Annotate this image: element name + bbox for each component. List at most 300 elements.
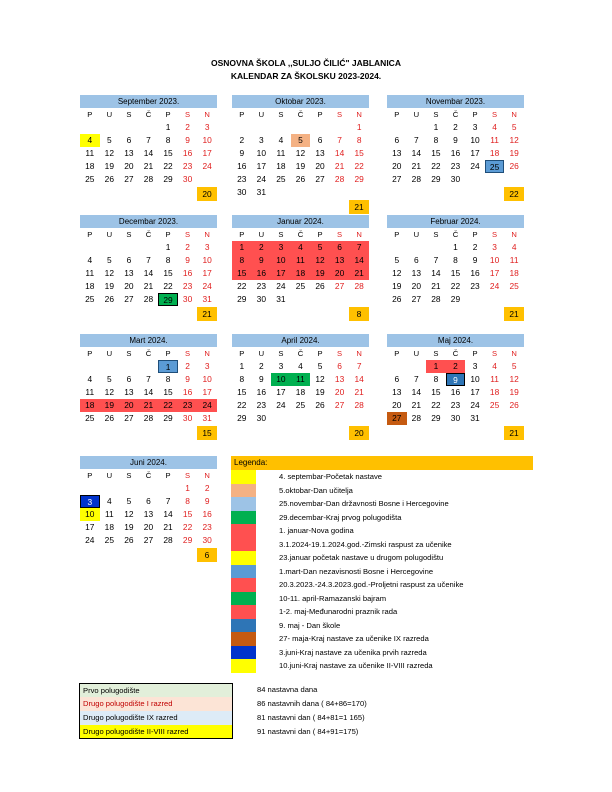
day-cell: 30 [237,187,247,197]
day-cell: 2 [185,122,190,132]
day-cell: 21 [411,400,421,410]
day-names-row [232,228,369,241]
day-name: S [433,230,439,239]
day-cell: 20 [143,522,154,532]
day-cell [407,121,427,134]
day-name: P [87,349,93,358]
day-cell [349,293,369,306]
day-cell: 21 [163,522,173,532]
day-cell: 31 [256,187,266,197]
day-cell: 27 [315,174,325,184]
month-block [232,334,369,440]
day-cell: 23 [182,281,193,291]
day-cell: 9 [239,148,245,158]
day-cell [387,360,407,373]
day-cell: 26 [295,174,306,184]
month-block [387,95,524,201]
legend-text: 1. januar-Nova godina [279,526,354,535]
week-row [80,280,217,293]
day-cell [330,121,350,134]
month-block [80,334,217,440]
day-cell: 9 [185,374,190,384]
week-row [80,293,217,306]
day-cell: 22 [163,161,173,171]
day-name: U [258,349,265,358]
day-cell: 4 [492,361,497,371]
month-total-days: 20 [349,426,369,440]
legend-text: 27- maja-Kraj nastave za učenike IX razreda [279,634,429,643]
day-name: S [126,471,132,480]
month-footer [80,425,217,440]
day-cell [387,241,407,254]
month-footer [80,186,217,201]
week-row [232,373,369,386]
day-cell: 4 [80,134,100,147]
day-cell: 8 [185,496,190,506]
day-cell: 27 [411,294,421,304]
day-cell: 21 [349,267,369,280]
day-cell: 13 [392,148,402,158]
day-cell: 8 [433,135,439,145]
day-cell: 20 [124,281,134,291]
month-block [80,456,217,562]
day-cell: 17 [202,268,212,278]
day-cell: 29 [237,413,247,423]
week-row [387,293,524,306]
day-cell: 28 [354,281,364,291]
summary-row [79,683,419,697]
day-name: Č [297,349,304,358]
day-cell: 22 [182,522,193,532]
day-name: S [126,349,132,358]
day-cell [387,121,407,134]
day-cell: 22 [237,281,247,291]
day-name: P [239,110,245,119]
day-cell: 24 [256,174,266,184]
day-cell: 16 [256,387,266,397]
day-cell: 16 [470,268,480,278]
day-name: Č [145,471,152,480]
day-cell: 26 [124,535,134,545]
day-cell: 4 [87,255,93,265]
day-cell: 14 [143,268,154,278]
legend-text: 1.mart-Dan nezavisnosti Bosne i Hercegovine [279,566,434,576]
day-name: N [204,110,210,119]
day-cell: 27 [124,294,134,304]
day-cell: 28 [143,174,154,184]
calendar-title: KALENDAR ZA ŠKOLSKU 2023-2024. [230,71,382,81]
day-cell: 22 [431,161,441,171]
day-cell: 24 [276,400,286,410]
week-row [387,254,524,267]
month-total-days: 21 [504,426,524,440]
day-name: S [185,349,191,358]
legend-swatch [231,605,256,619]
legend-swatch [231,619,256,633]
week-row [80,360,217,373]
day-cell: 31 [202,413,212,423]
month-title: September 2023. [80,95,217,108]
summary-label: Prvo polugodište [79,683,233,697]
month-block [387,215,524,321]
day-cell [349,412,369,425]
week-row [387,160,524,173]
month-title: Juni 2024. [80,456,217,469]
day-cell: 19 [104,281,114,291]
day-cell: 27 [143,535,154,545]
day-cell: 26 [104,174,114,184]
week-row [232,360,369,373]
day-cell [139,360,159,373]
day-name: S [278,349,284,358]
day-cell: 14 [143,387,154,397]
day-cell: 3 [472,361,478,371]
legend-item [231,605,533,619]
day-cell: 15 [354,148,364,158]
day-name: P [87,471,93,480]
day-cell [465,173,485,186]
day-cell: 15 [163,148,173,158]
week-row [80,495,217,508]
day-cell: 7 [349,241,369,254]
day-cell [232,121,252,134]
day-cell: 11 [85,387,95,397]
day-cell [310,412,330,425]
day-name: P [472,110,478,119]
day-cell: 2 [239,135,245,145]
day-name: S [126,230,132,239]
week-row [387,147,524,160]
month-block [232,95,369,214]
legend-item [231,538,533,552]
day-name: Č [145,110,152,119]
legend-swatch [231,484,256,498]
day-cell: 20 [392,161,402,171]
day-name: S [433,110,439,119]
month-total-days: 21 [504,307,524,321]
day-cell: 25 [485,160,505,173]
day-cell: 25 [295,400,306,410]
day-cell: 20 [124,161,134,171]
day-cell: 10 [202,374,212,384]
day-name: U [413,230,420,239]
week-row [80,508,217,521]
week-row [387,241,524,254]
legend-text: 3.juni-Kraj nastave za učenika prvih razreda [279,647,427,657]
day-cell [139,121,159,134]
day-cell: 13 [411,268,421,278]
day-name: Č [452,349,459,358]
day-cell [465,293,485,306]
week-row [387,267,524,280]
day-cell [139,241,159,254]
day-cell: 29 [237,294,247,304]
month-footer [387,425,524,440]
day-cell: 7 [414,135,419,145]
day-cell: 10 [271,254,291,267]
summary-label: Drugo polugodište II-VIII razred [79,725,233,739]
day-cell: 10 [202,135,212,145]
day-cell: 3 [271,241,291,254]
week-row [387,373,524,386]
legend-swatch [231,497,256,511]
day-cell: 19 [104,161,114,171]
day-cell: 5 [317,361,323,371]
day-name: N [204,230,210,239]
day-cell [119,482,139,495]
day-cell: 14 [349,254,369,267]
day-name: U [106,230,113,239]
day-name: Č [297,230,304,239]
day-names-row [80,228,217,241]
day-name: P [472,349,478,358]
day-cell: 28 [143,294,154,304]
month-block [80,95,217,201]
day-cell: 23 [450,161,461,171]
day-cell: 18 [85,281,95,291]
week-row [80,254,217,267]
legend-text: 20.3.2023.-24.3.2023.god.-Proljetni raspust za učenike [279,580,464,589]
day-cell: 22 [354,161,364,171]
day-cell: 23 [178,399,198,412]
day-cell: 9 [204,496,210,506]
day-cell: 10 [470,374,480,384]
day-cell: 14 [411,387,421,397]
legend-swatch [231,592,256,606]
legend-item [231,592,533,606]
day-name: P [472,230,478,239]
day-cell: 13 [334,374,345,384]
day-cell: 3 [472,122,478,132]
day-cell: 15 [182,509,193,519]
day-cell: 11 [85,268,95,278]
day-name: U [413,110,420,119]
day-cell: 1 [165,242,171,252]
legend-swatch [231,565,256,579]
day-cell: 10 [202,255,212,265]
summary-label: Drugo polugodište IX razred [79,711,233,725]
day-cell: 21 [139,399,159,412]
day-cell: 1 [158,360,178,373]
day-cell [271,412,291,425]
day-cell: 19 [124,522,134,532]
month-footer [80,306,217,321]
day-cell: 10 [489,255,500,265]
day-cell: 3 [259,135,264,145]
day-cell: 5 [107,255,112,265]
summary-value: 91 nastavni dan ( 84+91=175) [257,727,359,736]
day-cell: 5 [107,374,112,384]
week-row [80,173,217,186]
day-cell [310,121,330,134]
day-cell: 7 [146,255,151,265]
legend-swatch [231,511,256,525]
day-cell: 2 [204,483,210,493]
day-cell: 1 [453,242,458,252]
week-row [80,267,217,280]
day-cell: 6 [146,496,151,506]
legend-swatch [231,551,256,565]
day-cell [271,121,291,134]
day-name: P [394,349,400,358]
day-cell: 27 [334,400,345,410]
month-footer [387,306,524,321]
day-cell: 20 [334,387,345,397]
day-cell: 29 [431,174,441,184]
day-name: U [106,349,113,358]
day-names-row [80,108,217,121]
day-cell: 11 [104,509,114,519]
day-cell: 14 [431,268,441,278]
day-cell: 23 [182,161,193,171]
day-cell: 17 [202,387,212,397]
day-cell [291,293,311,306]
day-cell: 20 [392,400,402,410]
day-name: N [204,471,210,480]
day-cell: 24 [470,161,480,171]
day-cell: 26 [104,294,114,304]
day-cell: 9 [185,135,190,145]
day-cell: 9 [472,255,478,265]
day-name: P [165,230,171,239]
day-cell: 14 [334,148,345,158]
day-cell: 15 [232,267,252,280]
day-cell: 23 [256,281,266,291]
day-name: S [492,110,498,119]
day-cell: 11 [490,135,499,145]
day-cell: 1 [232,241,252,254]
day-cell: 19 [315,387,325,397]
day-cell: 8 [232,254,252,267]
day-cell: 27 [392,174,402,184]
day-cell: 1 [433,122,439,132]
week-row [232,293,369,306]
week-row [232,280,369,293]
day-cell: 3 [204,361,210,371]
day-cell: 9 [453,135,458,145]
day-cell: 2 [472,242,478,252]
day-cell [80,121,100,134]
legend-text: 1-2. maj-Međunarodni praznik rada [279,607,398,616]
day-name: N [511,110,517,119]
week-row [80,121,217,134]
day-cell: 16 [182,148,193,158]
day-cell: 11 [85,148,95,158]
day-name: S [278,110,284,119]
day-cell: 6 [317,135,323,145]
day-cell: 16 [450,148,461,158]
day-cell: 19 [509,148,519,158]
day-cell: 11 [509,255,519,265]
day-cell: 12 [124,509,134,519]
month-footer [232,306,369,321]
day-name: U [258,110,265,119]
day-name: P [165,471,171,480]
week-row [387,412,524,425]
week-row [232,386,369,399]
day-names-row [387,108,524,121]
day-cell: 9 [185,255,190,265]
day-cell: 26 [509,400,519,410]
day-cell: 4 [291,241,311,254]
day-cell [80,360,100,373]
day-cell: 12 [104,268,114,278]
day-cell: 24 [489,281,500,291]
day-cell: 18 [295,387,306,397]
day-cell: 29 [163,174,173,184]
day-cell: 31 [276,294,286,304]
day-cell [100,360,120,373]
day-name: S [492,349,498,358]
day-name: U [258,230,265,239]
summary-row [79,725,419,739]
week-row [80,160,217,173]
day-cell: 6 [126,255,132,265]
legend-list [231,470,533,673]
day-cell: 20 [119,399,139,412]
month-total-days: 21 [197,307,217,321]
day-cell: 24 [202,281,212,291]
day-cell: 4 [107,496,112,506]
day-cell: 19 [310,267,330,280]
day-cell: 11 [291,254,311,267]
day-cell: 30 [182,174,193,184]
day-cell: 24 [202,161,212,171]
day-cell: 6 [126,374,132,384]
day-cell: 14 [354,374,364,384]
day-cell: 30 [256,413,266,423]
day-cell: 29 [158,293,178,306]
day-name: P [87,110,93,119]
week-row [387,386,524,399]
month-total-days: 20 [197,187,217,201]
day-cell: 17 [489,268,500,278]
legend-item [231,646,533,660]
day-cell: 22 [431,400,441,410]
day-cell: 21 [431,281,441,291]
day-cell: 26 [315,281,325,291]
day-cell: 3 [204,122,210,132]
day-names-row [232,108,369,121]
day-cell: 14 [163,509,173,519]
day-cell: 13 [392,387,402,397]
legend-item [231,551,533,565]
day-name: P [394,110,400,119]
day-cell: 12 [104,387,114,397]
day-cell: 8 [356,135,362,145]
day-cell: 11 [490,374,499,384]
day-cell [504,412,524,425]
day-cell [485,293,505,306]
day-cell: 2 [453,122,458,132]
day-cell: 17 [202,148,212,158]
day-cell: 3 [492,242,497,252]
legend-swatch [231,538,256,552]
day-cell: 5 [291,134,311,147]
day-cell [100,482,120,495]
day-cell: 15 [163,387,173,397]
day-cell: 27 [124,413,134,423]
summary-row [79,697,419,711]
month-block [387,334,524,440]
legend-item [231,565,533,579]
legend-text: 25.novembar-Dan državnosti Bosne i Hercegovine [279,499,449,508]
day-cell: 28 [431,294,441,304]
day-cell [310,293,330,306]
day-name: S [278,230,284,239]
day-name: N [356,110,362,119]
legend-item [231,619,533,633]
